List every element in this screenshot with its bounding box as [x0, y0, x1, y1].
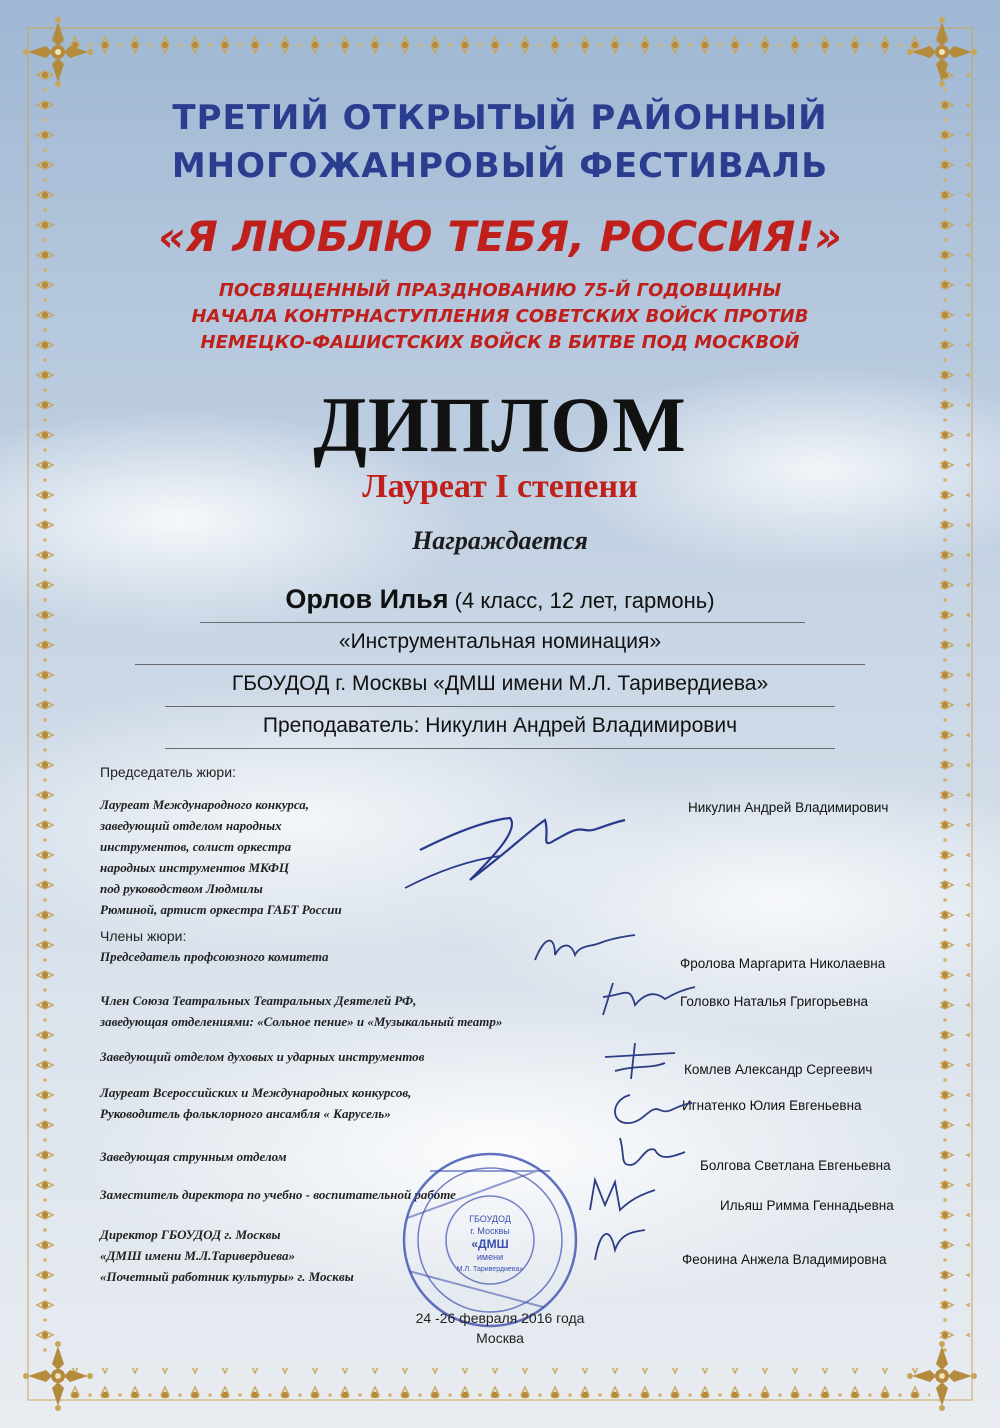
title-line: Заведующая струнным отделом [100, 1149, 287, 1164]
jury-member-name: Болгова Светлана Евгеньевна [700, 1158, 891, 1173]
jury-member-name: Фролова Маргарита Николаевна [680, 956, 886, 971]
title-line: заведующая отделениями: «Сольное пение» и «Музыкальный театр» [100, 1014, 503, 1029]
recipient-details: (4 класс, 12 лет, гармонь) [454, 588, 715, 613]
stamp-text: «ДМШ [471, 1237, 509, 1251]
stamp-text: ГБОУДОД [469, 1214, 511, 1224]
laureate-degree: Лауреат I степени [362, 468, 638, 505]
stamp-text: г. Москвы [470, 1226, 510, 1236]
jury-chair-title [100, 794, 342, 920]
jury-member-name: Феонина Анжела Владимировна [682, 1252, 887, 1267]
jury-member-title [100, 990, 502, 1032]
festival-title-line2: МНОГОЖАНРОВЫЙ ФЕСТИВАЛЬ [171, 146, 829, 186]
member-signature [525, 925, 645, 975]
title-line: Руководитель фольклорного ансамбля « Карусель» [100, 1106, 391, 1121]
member-signature [595, 975, 705, 1025]
stamp-text: М.Л. Таривердиева» [456, 1266, 524, 1273]
title-line: Член Союза Театральных Театральных Деятелей РФ, [100, 993, 417, 1008]
jury-member-title [100, 1224, 354, 1287]
chair-signature [400, 790, 640, 900]
member-signature [610, 1130, 690, 1175]
jury-member-title [100, 946, 328, 967]
member-signature [600, 1085, 700, 1135]
jury-member-title [100, 1082, 411, 1124]
jury-members-label: Члены жюри: [100, 928, 187, 944]
title-line: Председатель профсоюзного комитета [100, 949, 329, 964]
title-line: народных инструментов МКФЦ [100, 860, 289, 875]
title-line: Директор ГБОУДОД г. Москвы [100, 1227, 281, 1242]
festival-title-line1: ТРЕТИЙ ОТКРЫТЫЙ РАЙОННЫЙ [172, 98, 828, 138]
jury-member-name: Ильяш Римма Геннадьевна [720, 1198, 894, 1213]
jury-member-title [100, 1146, 287, 1167]
official-stamp [400, 1150, 580, 1330]
title-line: заведующий отделом народных [100, 818, 282, 833]
jury-member-name: Головко Наталья Григорьевна [680, 994, 869, 1009]
title-line: под руководством Людмилы [100, 881, 263, 896]
nomination: «Инструментальная номинация» [338, 630, 662, 653]
title-line: «Почетный работник культуры» г. Москвы [100, 1269, 354, 1284]
recipient-name: Орлов Илья [285, 584, 449, 614]
recipient-line [0, 584, 1000, 615]
stamp-text: имени [476, 1252, 504, 1262]
awarded-label: Награждается [412, 526, 588, 555]
member-signature [575, 1170, 665, 1270]
member-signature [595, 1035, 685, 1085]
title-line: Заместитель директора по учебно - воспитательной работе [100, 1187, 456, 1202]
diploma-title: ДИПЛОМ [313, 381, 687, 468]
jury-member-name: Игнатенко Юлия Евгеньевна [682, 1098, 862, 1113]
title-line: Заведующий отделом духовых и ударных инструментов [100, 1049, 425, 1064]
title-line: Лауреат Всероссийских и Международных конкурсов, [100, 1085, 412, 1100]
event-dates: 24 -26 февраля 2016 года [415, 1310, 585, 1326]
divider [165, 706, 835, 707]
jury-member-name: Комлев Александр Сергеевич [684, 1062, 873, 1077]
divider [200, 622, 805, 623]
school-name: ГБОУДОД г. Москвы «ДМШ имени М.Л. Таривердиева» [231, 672, 769, 695]
festival-motto: «Я ЛЮБЛЮ ТЕБЯ, РОССИЯ!» [158, 212, 842, 261]
title-line: «ДМШ имени М.Л.Таривердиева» [100, 1248, 296, 1263]
dedication-line2: НАЧАЛА КОНТРНАСТУПЛЕНИЯ СОВЕТСКИХ ВОЙСК ПРОТИВ [191, 306, 809, 327]
divider [135, 664, 865, 665]
teacher-line: Преподаватель: Никулин Андрей Владимирович [262, 714, 738, 737]
dedication-line1: ПОСВЯЩЕННЫЙ ПРАЗДНОВАНИЮ 75-Й ГОДОВЩИНЫ [218, 280, 782, 301]
jury-chair-label: Председатель жюри: [100, 764, 236, 780]
divider [165, 748, 835, 749]
title-line: Рюминой, артист оркестра ГАБТ России [100, 902, 342, 917]
event-city: Москва [476, 1330, 524, 1346]
jury-chair-name: Никулин Андрей Владимирович [688, 800, 889, 815]
jury-member-title [100, 1046, 424, 1067]
dedication-line3: НЕМЕЦКО-ФАШИСТСКИХ ВОЙСК В БИТВЕ ПОД МОСКВОЙ [200, 332, 800, 353]
title-line: Лауреат Международного конкурса, [100, 797, 309, 812]
title-line: инструментов, солист оркестра [100, 839, 292, 854]
